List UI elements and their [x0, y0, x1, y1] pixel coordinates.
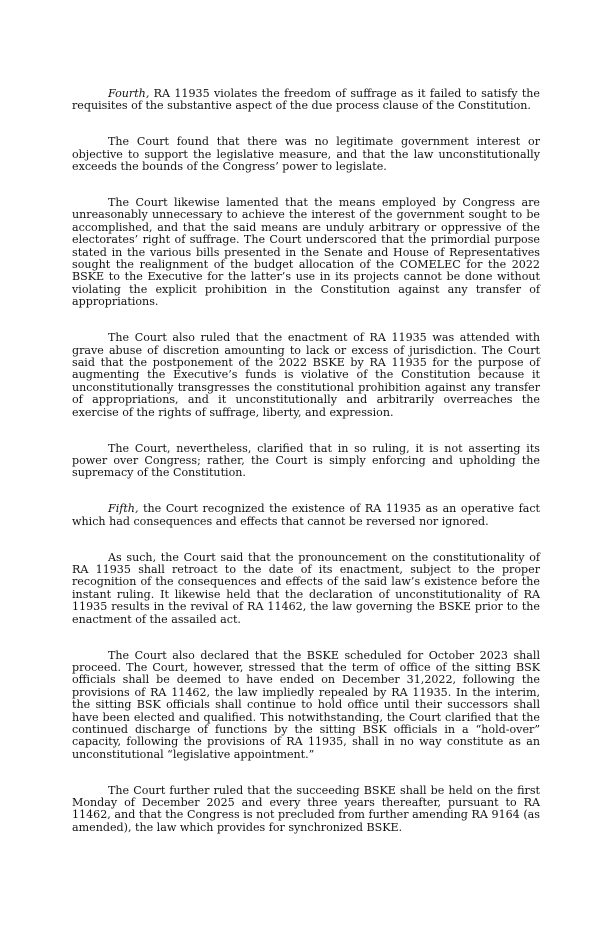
paragraph-text: The Court, nevertheless, clarified that in so ruling, it is not asserting its power over Congress; rather, the Court is simply enforcing and upholding the supremacy of the Constitution.: [72, 441, 540, 480]
document-page: [72, 88, 540, 858]
paragraph-text: the Court recognized the existence of RA 11935 as an operative fact which had consequences and effects that cannot be reversed nor ignored.: [72, 502, 540, 528]
paragraph-grave-abuse: [72, 332, 540, 419]
paragraph-text: The Court also declared that the BSKE scheduled for October 2023 shall proceed. The Court, however, stressed that the term of office of the sitting BSK officials shall be deemed to have ended on December 31,2022, following the provisions of RA 11462, the law impliedly repealed by RA 11935. In the interim, the sitting BSK officials shall continue to hold office until their successors shall have been elected and qualified. This notwithstanding, the Court clarified that the continued discharge of functions by the sitting BSK officials in a “hold-over” capacity, following the provisions of RA 11935, shall in no way constitute as an unconstitutional “legislative appointment.”: [72, 648, 540, 761]
paragraph-text: The Court further ruled that the succeeding BSKE shall be held on the first Monday of December 2025 and every three years thereafter, pursuant to RA 11462, and that the Congress is not precluded from further amending RA 9164 (as amended), the law which provides for synchronized BSKE.: [72, 783, 540, 834]
paragraph-lead-fifth: Fifth,: [108, 502, 139, 516]
paragraph-lead-fourth: Fourth,: [108, 87, 150, 100]
paragraph-nevertheless: [72, 443, 540, 480]
paragraph-bske-proceed: [72, 650, 540, 762]
paragraph-succeeding-bske: [72, 785, 540, 835]
paragraph-text: RA 11935 violates the freedom of suffrage as it failed to satisfy the requisites of the substantive aspect of the due process clause of the Constitution.: [72, 87, 540, 113]
paragraph-no-legitimate-interest: [72, 136, 540, 173]
paragraph-text: The Court also ruled that the enactment of RA 11935 was attended with grave abuse of discretion amounting to lack or excess of jurisdiction. The Court said that the postponement of the 2022 BSKE by RA 11935 for the purpose of augmenting the Executive’s funds is violative of the Constitution because it unconstitutionally transgresses the constitutional prohibition against any transfer of appropriations, and it unconstitutionally and arbitrarily overreaches the exercise of the rights of suffrage, liberty, and expression.: [72, 331, 540, 419]
paragraph-text: The Court likewise lamented that the means employed by Congress are unreasonably unnecessary to achieve the interest of the government sought to be accomplished, and that the said means are unduly arbitrary or oppressive of the electorates’ right of suffrage. The Court underscored that the primordial purpose stated in the various bills presented in the Senate and House of Representatives sought the realignment of the budget allocation of the COMELEC for the 2022 BSKE to the Executive for the latter’s use in its projects cannot be done without violating the explicit prohibition in the Constitution against any transfer of appropriations.: [72, 196, 540, 309]
paragraph-fifth: [72, 503, 540, 528]
paragraph-fourth: [72, 88, 540, 113]
paragraph-text: The Court found that there was no legitimate government interest or objective to support the legislative measure, and that the law unconstitutionally exceeds the bounds of the Congress’ power to legislate.: [72, 135, 540, 174]
paragraph-retroact: [72, 552, 540, 626]
paragraph-means-employed: [72, 197, 540, 309]
paragraph-text: As such, the Court said that the pronouncement on the constitutionality of RA 11935 shall retroact to the date of its enactment, subject to the proper recognition of the consequences and effects of the said law’s existence before the instant ruling. It likewise held that the declaration of unconstitutionality of RA 11935 results in the revival of RA 11462, the law governing the BSKE prior to the enactment of the assailed act.: [72, 550, 540, 626]
